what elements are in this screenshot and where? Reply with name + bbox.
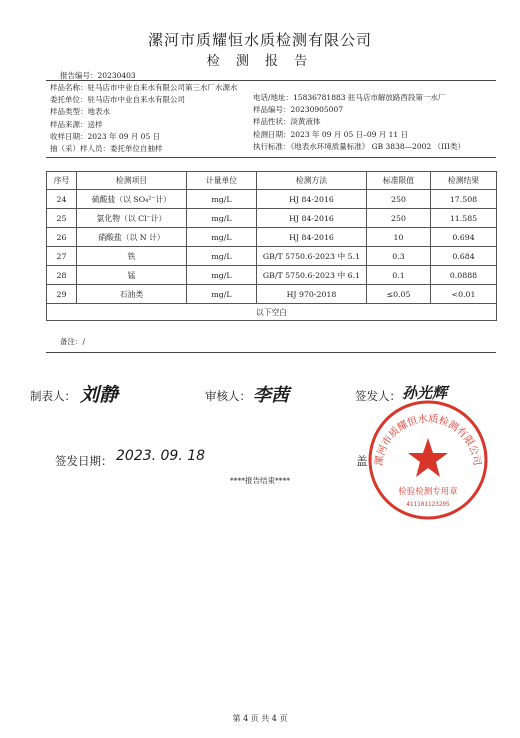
cell-item: 氯化物（以 Cl⁻计） [77, 209, 187, 228]
info-rule [46, 157, 496, 158]
cell-result: 17.508 [431, 190, 497, 209]
org-title: 漯河市质耀恒水质检测有限公司 [147, 31, 372, 49]
sample-source: 样品来源：送样 [50, 119, 103, 129]
cell-item: 铁 [77, 247, 187, 266]
cell-limit: 0.3 [367, 247, 431, 266]
cell-unit: mg/L [187, 247, 257, 266]
table-header-row [47, 172, 497, 190]
cell-limit: 0.1 [367, 266, 431, 285]
sample-type: 样品类型：地表水 [50, 107, 110, 117]
issue-date-label: 签发日期： [55, 454, 113, 468]
table-row [47, 228, 497, 247]
blank-note-row [47, 304, 497, 321]
test-dates: 检测日期：2023 年 09 月 05 日–09 月 11 日 [253, 129, 409, 139]
col-header-unit: 计量单位 [187, 172, 257, 190]
preparer-signature: 刘静 [80, 384, 119, 406]
cell-no: 28 [47, 266, 77, 285]
col-header-item: 检测项目 [77, 172, 187, 190]
seal-purpose-text: 检验检测专用章 [398, 487, 458, 497]
cell-limit: ≤0.05 [367, 285, 431, 304]
stamp-label: 盖 [356, 454, 368, 468]
issue-date-value: 2023. 09. 18 [116, 448, 206, 464]
cell-unit: mg/L [187, 285, 257, 304]
table-row [47, 266, 497, 285]
cell-no: 27 [47, 247, 77, 266]
cell-unit: mg/L [187, 266, 257, 285]
issuer-signature: 孙光辉 [402, 384, 448, 402]
page-footer: 第 4 页 共 4 页 [232, 714, 288, 723]
cell-result: <0.01 [431, 285, 497, 304]
report-end-mark: ****报告结束**** [230, 476, 290, 485]
sampler: 抽（采）样人员：委托单位自抽样 [50, 144, 163, 154]
doc-title: 检 测 报 告 [206, 54, 314, 69]
reviewer-label: 审核人： [205, 389, 251, 403]
cell-no: 25 [47, 209, 77, 228]
cell-result: 0.694 [431, 228, 497, 247]
cell-result: 0.684 [431, 247, 497, 266]
issuer-label: 签发人： [355, 389, 401, 403]
cell-no: 26 [47, 228, 77, 247]
cell-result: 0.0888 [431, 266, 497, 285]
cell-no: 24 [47, 190, 77, 209]
receipt-date: 收样日期：2023 年 09 月 05 日 [50, 131, 161, 141]
cell-method: HJ 970-2018 [257, 285, 367, 304]
cell-result: 11.585 [431, 209, 497, 228]
seal-number-text: 411101123205 [406, 501, 450, 508]
cell-limit: 10 [367, 228, 431, 247]
client-name: 委托单位：驻马店市中业自来水有限公司 [50, 95, 185, 105]
seal-star-icon [408, 438, 448, 477]
table-row [47, 247, 497, 266]
results-table [46, 171, 497, 321]
results-table-wrap [46, 171, 496, 321]
cell-method: HJ 84-2016 [257, 190, 367, 209]
cell-method: GB/T 5750.6-2023 中 6.1 [257, 266, 367, 285]
cell-method: HJ 84-2016 [257, 209, 367, 228]
table-row [47, 209, 497, 228]
sample-info-right [253, 92, 465, 153]
cell-unit: mg/L [187, 209, 257, 228]
sample-id: 样品编号：20230905007 [253, 105, 343, 115]
cell-limit: 250 [367, 209, 431, 228]
cell-item: 锰 [77, 266, 187, 285]
reviewer-signature: 李茜 [253, 385, 289, 406]
sample-name: 样品名称：驻马店市中业自来水有限公司第三水厂水源水 [50, 83, 238, 92]
cell-method: GB/T 5750.6-2023 中 5.1 [257, 247, 367, 266]
col-header-method: 检测方法 [257, 172, 367, 190]
official-seal [366, 398, 490, 522]
sample-appearance: 样品性状：淡黄液体 [253, 117, 321, 127]
table-row [47, 190, 497, 209]
cell-unit: mg/L [187, 190, 257, 209]
cell-method: HJ 84-2016 [257, 228, 367, 247]
preparer-label: 制表人： [30, 389, 76, 403]
col-header-no: 序号 [47, 172, 77, 190]
sample-info-left [50, 82, 238, 155]
cell-limit: 250 [367, 190, 431, 209]
cell-item: 硫酸盐（以 SO₄²⁻计） [77, 190, 187, 209]
table-row [47, 285, 497, 304]
cell-item: 石油类 [77, 285, 187, 304]
applied-standard: 执行标准：《地表水环境质量标准》 GB 3838—2002 （III类） [253, 141, 465, 151]
contact-address: 电话/地址：15836781883 驻马店市解放路西段第一水厂 [253, 93, 446, 102]
cell-item: 硝酸盐（以 N 计） [77, 228, 187, 247]
blank-note: 以下空白 [47, 304, 497, 321]
col-header-limit: 标准限值 [367, 172, 431, 190]
col-header-result: 检测结果 [431, 172, 497, 190]
remark: 备注：/ [60, 337, 86, 346]
header-rule [46, 80, 496, 81]
seal-org-text: 漯河市质耀恒水质检测有限公司 [373, 413, 483, 467]
cell-no: 29 [47, 285, 77, 304]
cell-unit: mg/L [187, 228, 257, 247]
table-bottom-rule [46, 352, 496, 353]
report-number: 报告编号：20230403 [60, 71, 136, 80]
